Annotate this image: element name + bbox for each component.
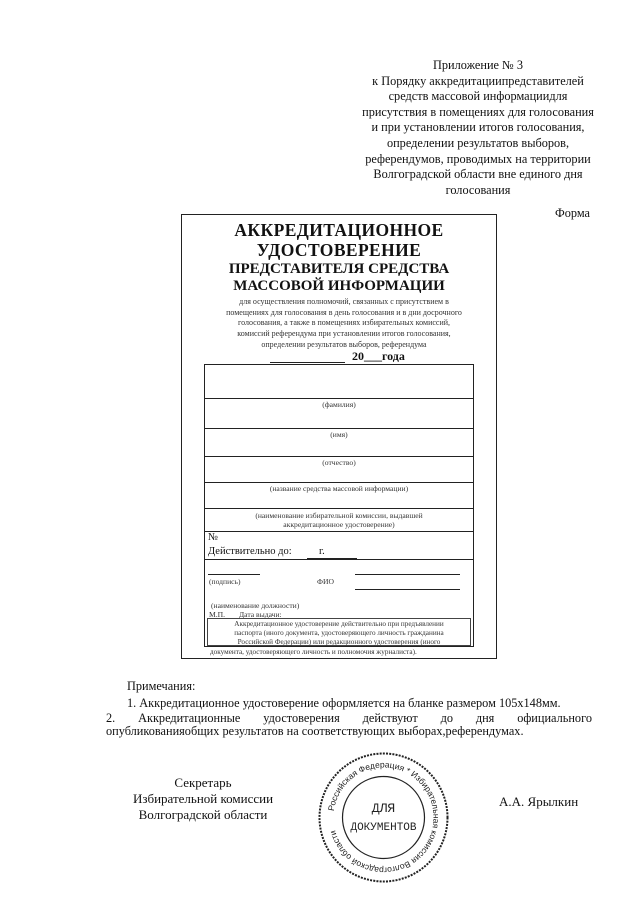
- signatory-name: А.А. Ярылкин: [499, 794, 579, 809]
- form-subtitle-line2: МАССОВОЙ ИНФОРМАЦИИ: [233, 278, 445, 294]
- appendix-line: определении результатов выборов,: [386, 135, 570, 150]
- note2-word: дня: [475, 711, 495, 725]
- fio-caption: ФИО: [317, 577, 334, 586]
- appendix-line: присутствия в помещениях для голосования: [362, 104, 594, 119]
- position-caption: (наименование должности): [211, 601, 300, 610]
- media-name-caption: (название средства массовой информации): [269, 484, 409, 493]
- appendix-line: референдумов, проводимых на территории: [365, 151, 591, 166]
- form-title-line2: УДОСТОВЕРЕНИЕ: [256, 240, 422, 260]
- signatory-title-line: Секретарь: [174, 775, 232, 790]
- number-separator: [205, 531, 473, 532]
- valid-until-label: Действительно до:: [208, 546, 292, 557]
- appendix-line: средств массовой информациидля: [388, 89, 568, 104]
- fio-second-blank: [355, 589, 460, 590]
- appendix-line: к Порядку аккредитациипредставителей: [372, 73, 584, 88]
- validity-note: [207, 618, 471, 646]
- form-fields-box: [204, 364, 474, 647]
- appendix-header: [328, 58, 628, 198]
- number-label: №: [208, 532, 219, 543]
- validity-note-line-4: документа, удостоверяющего личность и полномочия журналиста).: [210, 648, 417, 656]
- media-name-line: [205, 482, 473, 483]
- signature-caption: (подпись): [209, 577, 241, 586]
- description-line: помещениях для голосования в день голосования и в дни досрочного: [226, 307, 462, 317]
- patronymic-caption: (отчество): [322, 458, 356, 467]
- note2-word: Аккредитационные: [138, 711, 241, 725]
- patronymic-line: [205, 456, 473, 457]
- form-subtitle-line1: ПРЕДСТАВИТЕЛЯ СРЕДСТВА: [228, 261, 450, 277]
- surname-caption: (фамилия): [322, 400, 356, 409]
- description-line: голосования, а также в помещениях избирательных комиссий,: [237, 318, 451, 328]
- stamp-center-line1: ДЛЯ: [371, 801, 396, 816]
- validity-note-line: Российской Федерации) или редакционного удостоверения (иного: [237, 638, 441, 646]
- name-line: [205, 428, 473, 429]
- note2-word: 2.: [106, 711, 116, 725]
- description-line: определении результатов выборов, референдума: [261, 339, 427, 349]
- description-line: комиссий референдума при установлении итогов голосования,: [237, 329, 451, 339]
- signatory-title: [108, 775, 298, 822]
- signatory-title-line: Волгоградской области: [138, 806, 268, 822]
- validity-note-line: паспорта (иного документа, удостоверяющего личность гражданина: [234, 629, 444, 637]
- form-description: [199, 297, 489, 351]
- note2-word: удостоверения: [263, 711, 340, 725]
- validity-note-line: Аккредитационное удостоверение действительно при предъявлении: [234, 620, 444, 628]
- note-item-1: 1. Аккредитационное удостоверение оформляется на бланке размером 105х148мм.: [127, 696, 561, 710]
- commission-line: [205, 508, 473, 509]
- form-title-line1: АККРЕДИТАЦИОННОЕ: [234, 220, 444, 240]
- issue-date-label: Дата выдачи:: [239, 610, 282, 619]
- stamp-inner-ring: [343, 777, 425, 859]
- fio-blank: [355, 574, 460, 575]
- stamp-outer-ring: [320, 754, 448, 882]
- valid-until-separator: [205, 559, 473, 560]
- appendix-line: и при установлении итогов голосования,: [371, 120, 585, 135]
- form-label: Форма: [555, 206, 590, 220]
- stamp-center-line2: ДОКУМЕНТОВ: [350, 822, 417, 834]
- signature-blank: [208, 574, 260, 575]
- description-line: для осуществления полномочий, связанных с присутствием в: [239, 297, 449, 306]
- commission-caption-line1: (наименование избирательной комиссии, выдавшей: [255, 511, 423, 520]
- note2-word: до: [440, 711, 453, 725]
- note2-word: действуют: [362, 711, 418, 725]
- note-item-2-continuation: опубликованияобщих результатов на соответствующих выборах,референдумах.: [106, 724, 524, 738]
- official-stamp: [316, 750, 451, 885]
- signatory-title-line: Избирательной комиссии: [132, 790, 274, 806]
- date-blank-line: [270, 350, 345, 363]
- year-suffix: г.: [319, 546, 325, 557]
- appendix-line: Приложение № 3: [432, 58, 524, 72]
- note2-word: официального: [517, 711, 592, 725]
- seal-label: М.П.: [209, 610, 226, 619]
- appendix-line: голосования: [445, 182, 511, 197]
- appendix-line: Волгоградской области вне единого дня: [373, 167, 583, 182]
- surname-line: [205, 398, 473, 399]
- notes-heading: Примечания:: [127, 679, 196, 693]
- commission-caption-line2: аккредитационное удостоверение): [283, 520, 395, 529]
- date-year-text: 20___года: [352, 349, 405, 363]
- name-caption: (имя): [330, 430, 348, 439]
- stamp-ring-text: Российская Федерация * Избирательная комиссия Волгоградской области: [325, 759, 442, 876]
